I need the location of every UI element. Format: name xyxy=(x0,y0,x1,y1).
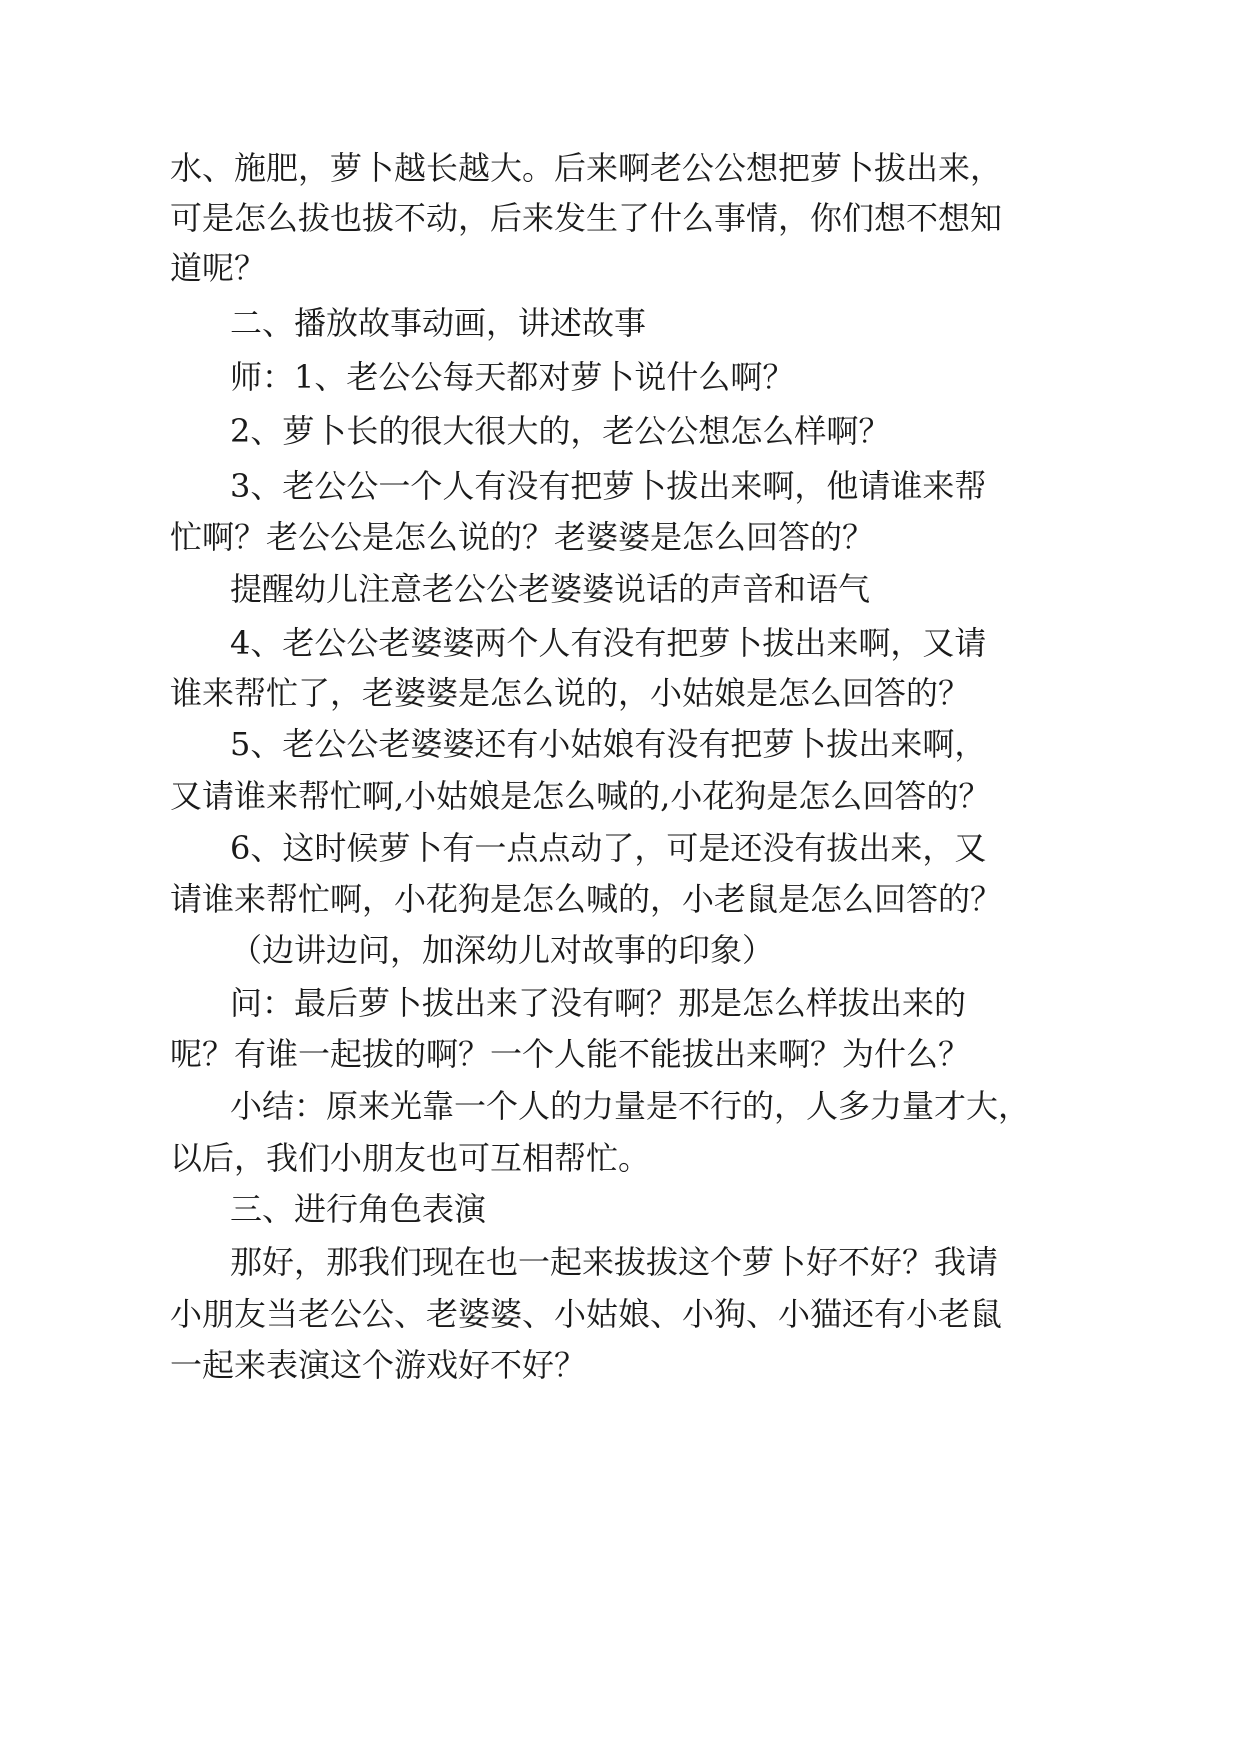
text-line: 小朋友当老公公、老婆婆、小姑娘、小狗、小猫还有小老鼠 xyxy=(170,1295,1003,1333)
text-line: 道呢？ xyxy=(170,249,267,287)
text-line: 谁来帮忙了，老婆婆是怎么说的，小姑娘是怎么回答的？ xyxy=(170,674,971,712)
text-line: 5、老公公老婆婆还有小姑娘有没有把萝卜拔出来啊， xyxy=(230,725,987,763)
text-line: 呢？有谁一起拔的啊？一个人能不能拔出来啊？为什么？ xyxy=(170,1035,971,1073)
text-line: 以后，我们小朋友也可互相帮忙。 xyxy=(170,1139,651,1177)
text-line: 请谁来帮忙啊，小花狗是怎么喊的，小老鼠是怎么回答的？ xyxy=(170,880,1003,918)
text-line: 可是怎么拔也拔不动，后来发生了什么事情，你们想不想知 xyxy=(170,199,1003,237)
text-line: （边讲边问，加深幼儿对故事的印象） xyxy=(230,931,775,969)
text-line: 2、萝卜长的很大很大的，老公公想怎么样啊？ xyxy=(230,412,891,450)
text-line: 水、施肥，萝卜越长越大。后来啊老公公想把萝卜拔出来， xyxy=(170,149,1003,187)
text-line: 小结：原来光靠一个人的力量是不行的，人多力量才大， xyxy=(230,1087,1031,1125)
text-line: 提醒幼儿注意老公公老婆婆说话的声音和语气 xyxy=(230,570,871,608)
text-line: 一起来表演这个游戏好不好？ xyxy=(170,1346,587,1384)
section-heading: 二、播放故事动画，讲述故事 xyxy=(230,304,647,342)
text-line: 3、老公公一个人有没有把萝卜拔出来啊，他请谁来帮 xyxy=(230,467,987,505)
text-line: 那好，那我们现在也一起来拔拔这个萝卜好不好？我请 xyxy=(230,1243,999,1281)
text-line: 问：最后萝卜拔出来了没有啊？那是怎么样拔出来的 xyxy=(230,984,967,1022)
section-heading: 三、进行角色表演 xyxy=(230,1190,487,1228)
text-line: 4、老公公老婆婆两个人有没有把萝卜拔出来啊，又请 xyxy=(230,624,987,662)
text-line: 6、这时候萝卜有一点点动了，可是还没有拔出来，又 xyxy=(230,829,987,867)
text-line: 又请谁来帮忙啊,小姑娘是怎么喊的,小花狗是怎么回答的？ xyxy=(170,777,991,815)
text-line: 忙啊？老公公是怎么说的？老婆婆是怎么回答的？ xyxy=(170,518,875,556)
text-line: 师：1、老公公每天都对萝卜说什么啊？ xyxy=(230,358,795,396)
